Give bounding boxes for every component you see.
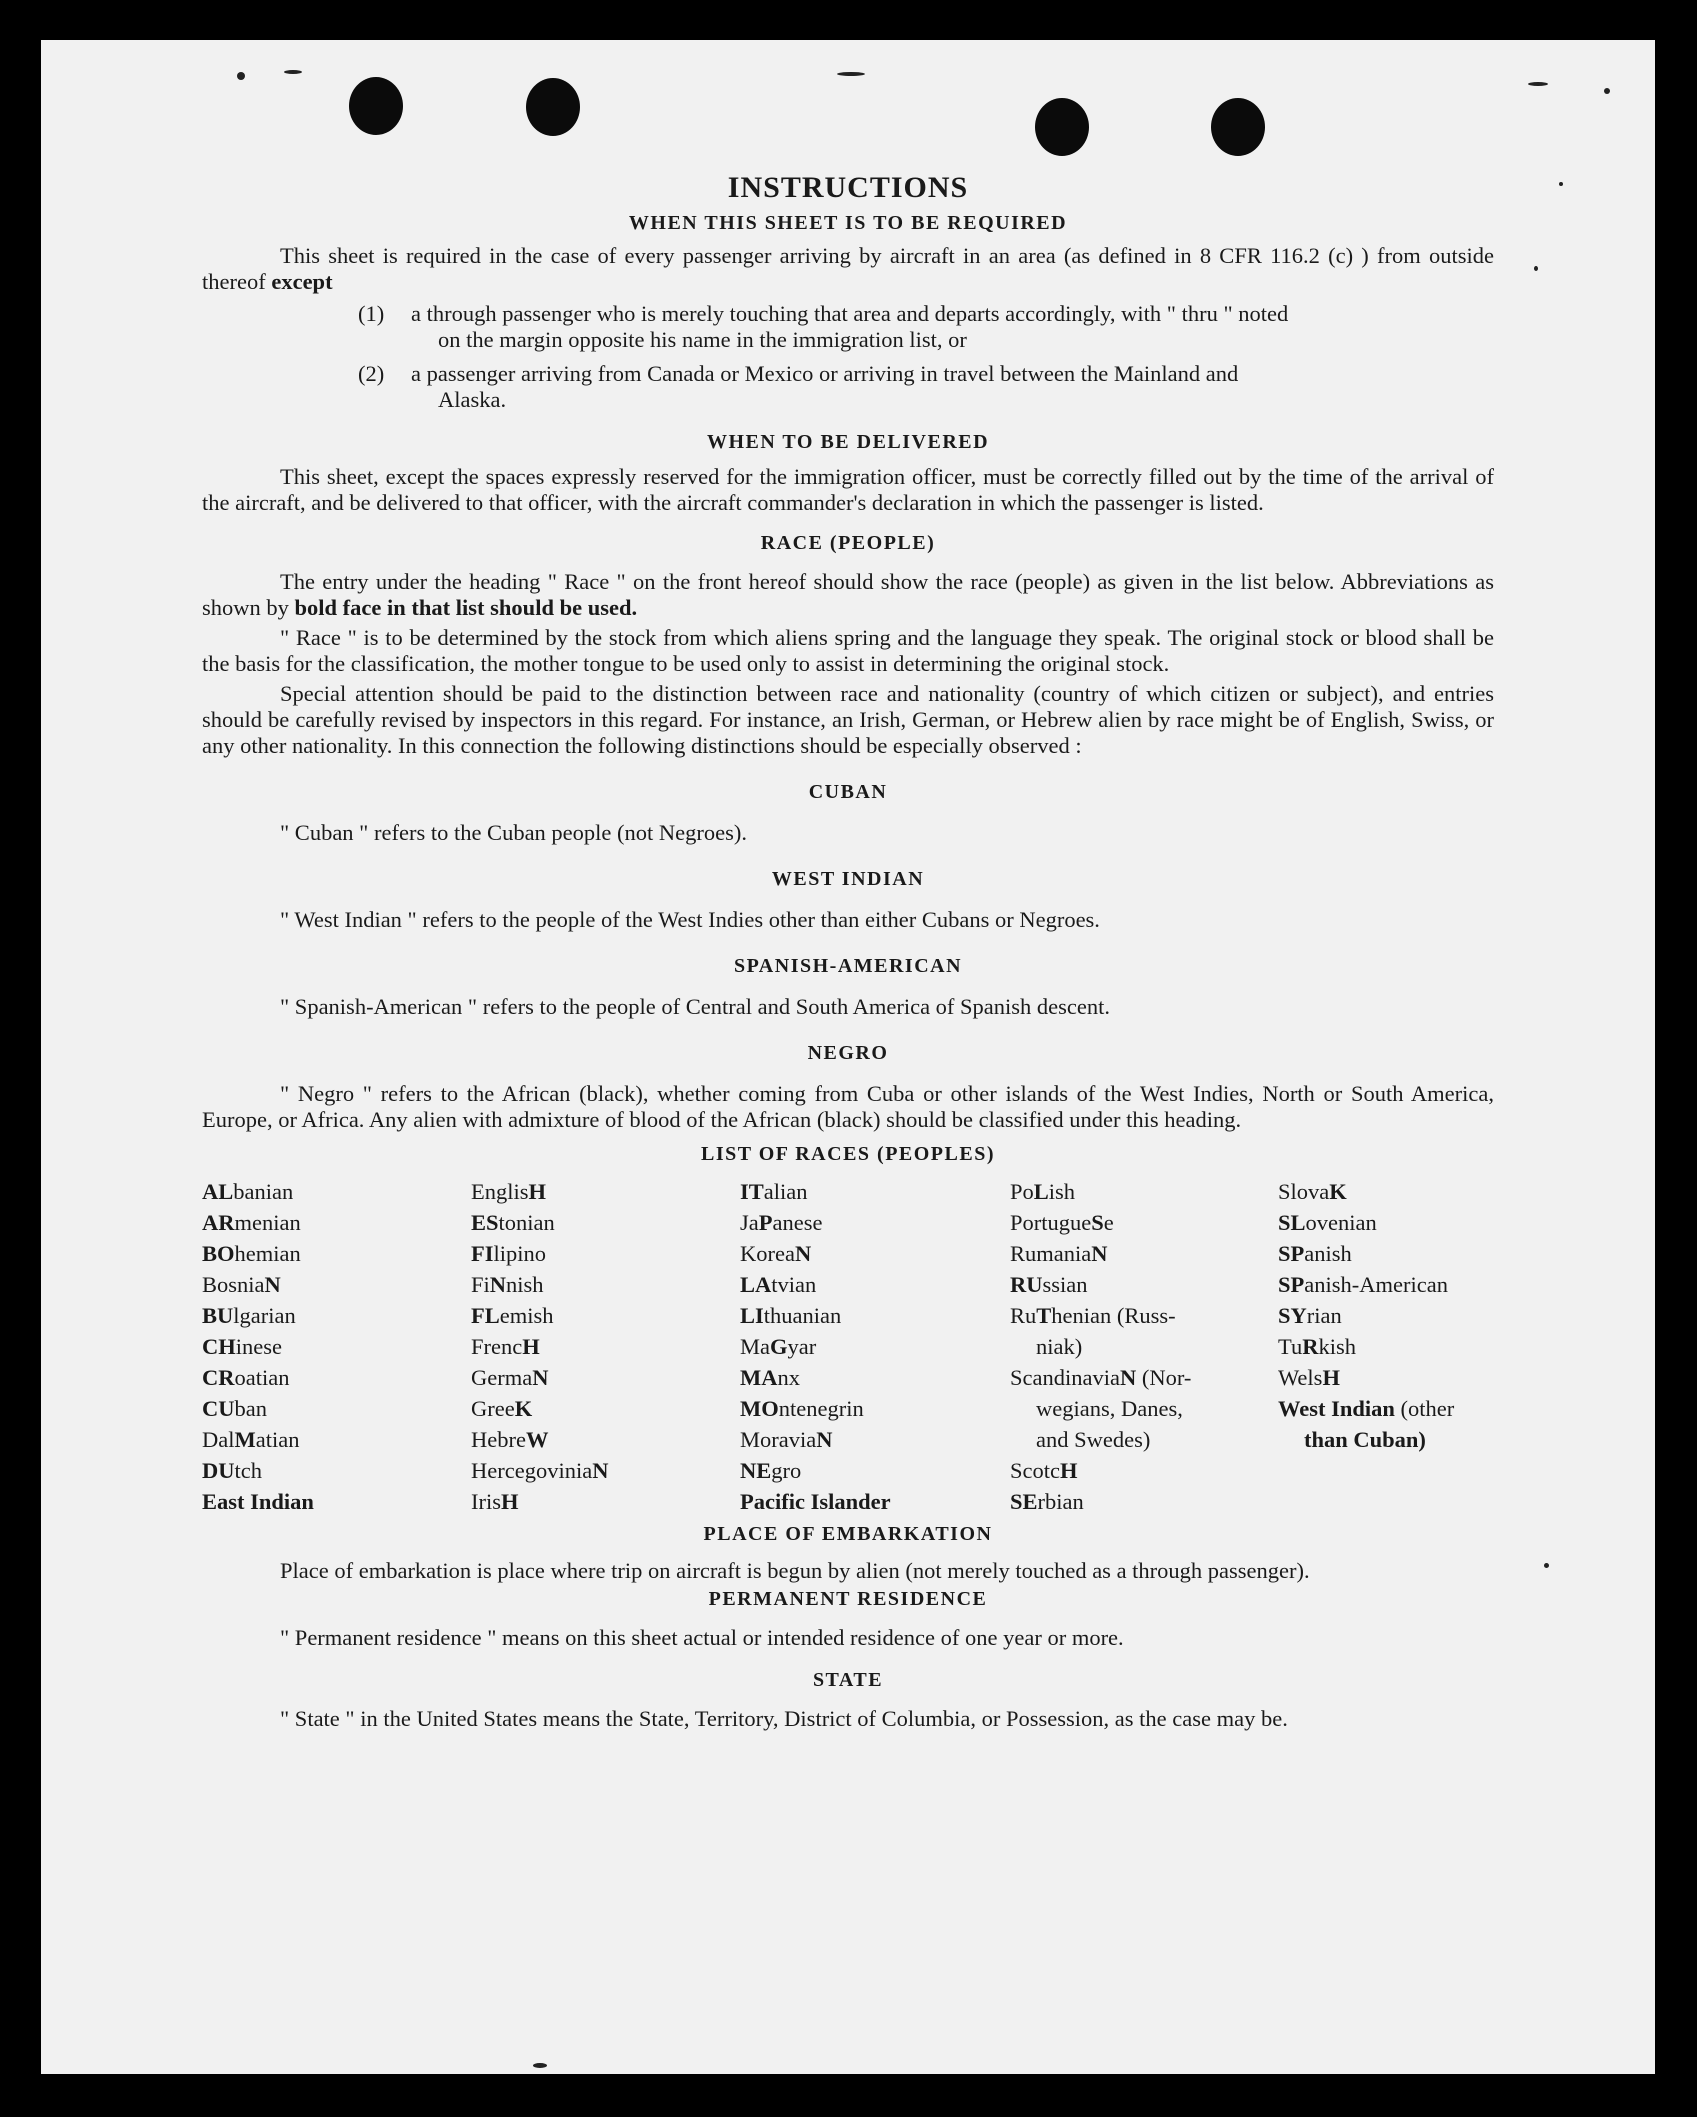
race-entry: niak) bbox=[1036, 1334, 1083, 1359]
heading-required: WHEN THIS SHEET IS TO BE REQUIRED bbox=[628, 212, 1068, 234]
exception-1 bbox=[202, 301, 1494, 327]
race-entry: GermaN bbox=[471, 1365, 549, 1390]
heading-state: STATE bbox=[812, 1669, 884, 1691]
race-entry: ScotcH bbox=[1010, 1458, 1078, 1483]
race-entry: PortugueSe bbox=[1010, 1210, 1114, 1235]
exception-number: (1) bbox=[358, 301, 385, 326]
race-entry: LAtvian bbox=[740, 1272, 817, 1297]
race-entry: BUlgarian bbox=[202, 1303, 296, 1328]
races-column-3 bbox=[740, 1176, 1010, 1517]
race-entry: West Indian (other bbox=[1278, 1396, 1455, 1421]
punch-hole bbox=[1035, 98, 1089, 156]
race-entry: SPanish-American bbox=[1278, 1272, 1448, 1297]
race-entry: RuThenian (Russ- bbox=[1010, 1303, 1176, 1328]
heading-west-indian: WEST INDIAN bbox=[771, 868, 925, 890]
race-entry: SLovenian bbox=[1278, 1210, 1377, 1235]
race-entry: FIlipino bbox=[471, 1241, 547, 1266]
race-paragraph-2: " Race " is to be determined by the stock from which aliens spring and the language they speak. The original stock or blood shall be the basis for the classification, the mother tongue to be used only to assist in determining the original stock. bbox=[202, 625, 1494, 676]
race-entry: HebreW bbox=[471, 1427, 549, 1452]
races-column-4 bbox=[1010, 1176, 1278, 1517]
heading-delivered: WHEN TO BE DELIVERED bbox=[706, 431, 990, 453]
heading-residence: PERMANENT RESIDENCE bbox=[708, 1588, 988, 1610]
heading-embarkation: PLACE OF EMBARKATION bbox=[703, 1523, 993, 1545]
required-intro: This sheet is required in the case of every passenger arriving by aircraft in an area (as defined in 8 CFR 116.2 (c) ) from outside thereof except bbox=[202, 243, 1494, 294]
cuban-text: " Cuban " refers to the Cuban people (not Negroes). bbox=[280, 820, 747, 845]
exception-number: (2) bbox=[358, 361, 385, 386]
race-entry: DUtch bbox=[202, 1458, 262, 1483]
race-entry: and Swedes) bbox=[1036, 1427, 1151, 1452]
race-entry: NEgro bbox=[740, 1458, 802, 1483]
race-entry: MOntenegrin bbox=[740, 1396, 864, 1421]
heading-spanish-american: SPANISH-AMERICAN bbox=[733, 955, 963, 977]
race-entry: BOhemian bbox=[202, 1241, 301, 1266]
race-entry: Pacific Islander bbox=[740, 1489, 891, 1514]
races-column-2 bbox=[471, 1176, 740, 1517]
punch-hole bbox=[526, 78, 580, 136]
ink-speck bbox=[1559, 182, 1563, 186]
race-entry: FLemish bbox=[471, 1303, 554, 1328]
ink-speck bbox=[1544, 1563, 1549, 1568]
race-entry: LIthuanian bbox=[740, 1303, 842, 1328]
exception-2-cont: Alaska. bbox=[438, 387, 507, 412]
exception-text: a passenger arriving from Canada or Mexico or arriving in travel between the Mainland and bbox=[411, 361, 1239, 386]
ink-speck bbox=[533, 2063, 547, 2068]
state-text: " State " in the United States means the State, Territory, District of Columbia, or Possession, as the case may be. bbox=[280, 1706, 1288, 1731]
race-entry: ScandinaviaN (Nor- bbox=[1010, 1365, 1192, 1390]
race-entry: SErbian bbox=[1010, 1489, 1084, 1514]
ink-speck bbox=[1604, 88, 1610, 94]
race-entry: EStonian bbox=[471, 1210, 555, 1235]
race-entry: FrencH bbox=[471, 1334, 540, 1359]
race-entry: ARmenian bbox=[202, 1210, 301, 1235]
ink-speck bbox=[284, 70, 302, 74]
race-entry: CRoatian bbox=[202, 1365, 290, 1390]
race-entry: IrisH bbox=[471, 1489, 519, 1514]
race-entry: FiNnish bbox=[471, 1272, 544, 1297]
delivered-text: This sheet, except the spaces expressly reserved for the immigration officer, must be correctly filled out by the time of the arrival of the aircraft, and be delivered to that officer, with the aircraft commander's declaration in which the passenger is listed. bbox=[202, 464, 1494, 515]
west-indian-text: " West Indian " refers to the people of the West Indies other than either Cubans or Negroes. bbox=[280, 907, 1100, 932]
residence-text: " Permanent residence " means on this sheet actual or intended residence of one year or more. bbox=[280, 1625, 1124, 1650]
race-entry: MoraviaN bbox=[740, 1427, 833, 1452]
exception-1-cont: on the margin opposite his name in the immigration list, or bbox=[438, 327, 967, 352]
ink-speck bbox=[237, 72, 245, 80]
race-entry: ALbanian bbox=[202, 1179, 294, 1204]
race-entry: East Indian bbox=[202, 1489, 314, 1514]
race-entry: MAnx bbox=[740, 1365, 800, 1390]
heading-list-of-races: LIST OF RACES (PEOPLES) bbox=[700, 1143, 995, 1165]
race-entry: JaPanese bbox=[740, 1210, 823, 1235]
heading-negro: NEGRO bbox=[807, 1042, 889, 1064]
race-entry: CHinese bbox=[202, 1334, 282, 1359]
exception-text: a through passenger who is merely touching that area and departs accordingly, with " thru " noted bbox=[411, 301, 1289, 326]
races-column-1 bbox=[202, 1176, 471, 1517]
race-entry: SYrian bbox=[1278, 1303, 1342, 1328]
instructions-body bbox=[202, 168, 1494, 1732]
race-entry: MaGyar bbox=[740, 1334, 817, 1359]
race-entry: KoreaN bbox=[740, 1241, 812, 1266]
race-entry: wegians, Danes, bbox=[1036, 1396, 1183, 1421]
ink-speck bbox=[837, 72, 865, 76]
race-entry: TuRkish bbox=[1278, 1334, 1356, 1359]
spanish-american-text: " Spanish-American " refers to the people of Central and South America of Spanish descent. bbox=[280, 994, 1111, 1019]
race-entry: SlovaK bbox=[1278, 1179, 1347, 1204]
document-page bbox=[41, 40, 1655, 2074]
race-entry: PoLish bbox=[1010, 1179, 1076, 1204]
race-entry: than Cuban) bbox=[1304, 1427, 1426, 1452]
race-entry: WelsH bbox=[1278, 1365, 1340, 1390]
race-entry: HercegoviniaN bbox=[471, 1458, 609, 1483]
negro-text: " Negro " refers to the African (black), whether coming from Cuba or other islands of the West Indies, North or South America, Europe, or Africa. Any alien with admixture of blood of the African (black) should be classified under this heading. bbox=[202, 1081, 1494, 1132]
punch-hole bbox=[349, 77, 403, 135]
race-entry: GreeK bbox=[471, 1396, 533, 1421]
exception-2 bbox=[202, 361, 1494, 387]
race-entry: EnglisH bbox=[471, 1179, 547, 1204]
race-entry: SPanish bbox=[1278, 1241, 1352, 1266]
heading-cuban: CUBAN bbox=[808, 781, 888, 803]
embarkation-text: Place of embarkation is place where trip on aircraft is begun by alien (not merely touched as a through passenger). bbox=[280, 1558, 1310, 1583]
races-list bbox=[202, 1176, 1494, 1517]
ink-speck bbox=[1534, 266, 1538, 271]
race-entry: DalMatian bbox=[202, 1427, 300, 1452]
race-paragraph-3: Special attention should be paid to the distinction between race and nationality (country of which citizen or subject), and entries should be carefully revised by inspectors in this regard. For instance, an Irish, German, or Hebrew alien by race might be of English, Swiss, or any other nationality. In this connection the following distinctions should be especially observed : bbox=[202, 681, 1494, 758]
page-title: INSTRUCTIONS bbox=[727, 171, 969, 204]
punch-hole bbox=[1211, 98, 1265, 156]
ink-speck bbox=[1528, 82, 1548, 86]
race-entry: ITalian bbox=[740, 1179, 808, 1204]
race-paragraph-1: The entry under the heading " Race " on the front hereof should show the race (people) as given in the list below. Abbreviations as shown by bold face in that list should be used. bbox=[202, 569, 1494, 620]
race-entry: BosniaN bbox=[202, 1272, 281, 1297]
race-entry: CUban bbox=[202, 1396, 267, 1421]
race-entry: RumaniaN bbox=[1010, 1241, 1108, 1266]
heading-race: RACE (PEOPLE) bbox=[760, 532, 936, 554]
race-entry: RUssian bbox=[1010, 1272, 1088, 1297]
races-column-5 bbox=[1278, 1176, 1494, 1517]
